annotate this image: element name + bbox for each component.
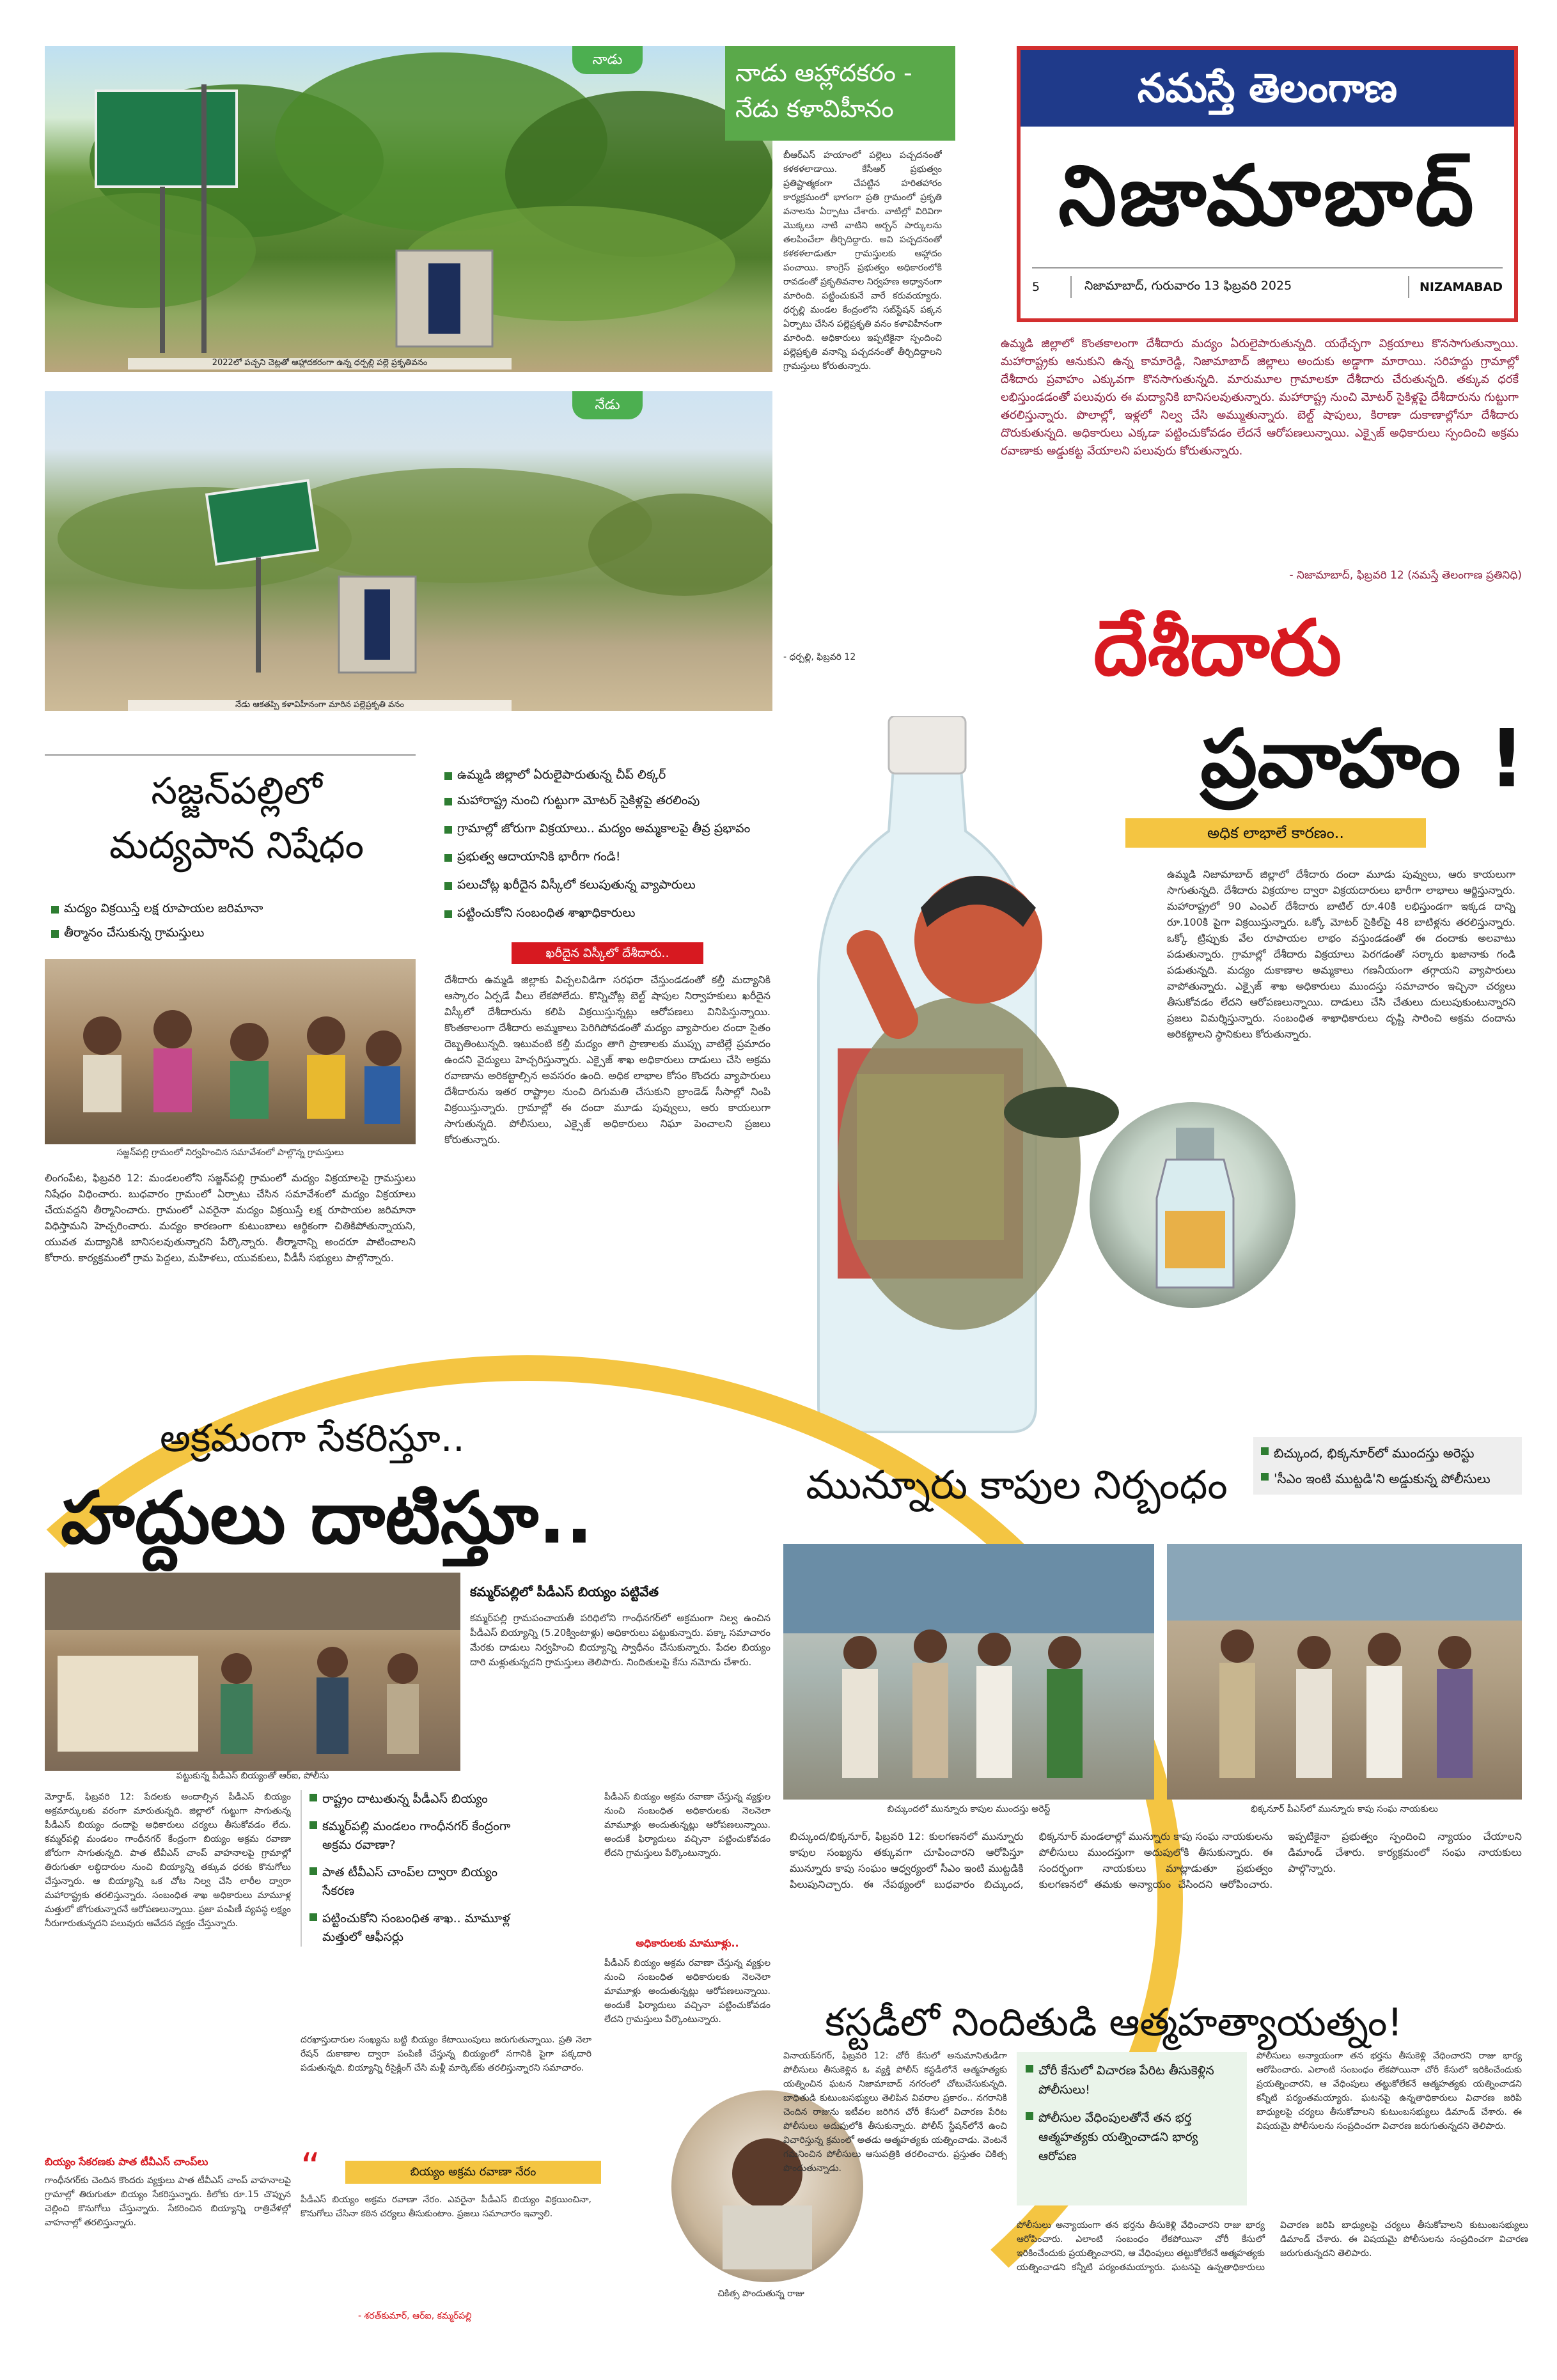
then-now-headline-line1: నాడు ఆహ్లాదకరం - bbox=[735, 59, 912, 87]
custody-bullet: పోలీసుల వేధింపులతోనే తన భర్త ఆత్మహత్యకు యత్నించాడని భార్య ఆరోపణ bbox=[1026, 2108, 1238, 2166]
hadhulu-middle-body: దరఖాస్తుదారుల సంఖ్యను బట్టి బియ్యం కేటాయింపులు జరుగుతున్నాయి. ప్రతి నెలా రేషన్ దుకాణాల ద్వారా పంపిణీ చేస్తున్న బియ్యంలో సగానికి పైగా పక్కదారి పడుతున్నది. బియ్యాన్ని రీసైక్లింగ్ చేసి మళ్లీ మార్కెట్‌కు తరలిస్తున్నారని సమాచారం. bbox=[301, 2035, 591, 2073]
hadhulu-subhead: బియ్యం సేకరణకు పాత టీవీఎస్ చాంప్‌లు bbox=[45, 2156, 208, 2168]
sajjan-bullet: తీర్మానం చేసుకున్న గ్రామస్తులు bbox=[51, 921, 422, 947]
then-photo bbox=[45, 46, 772, 372]
lead-headline-line2: ప్రవాహం ! bbox=[1200, 713, 1525, 805]
then-photo-scene bbox=[45, 46, 772, 372]
hadhulu-bullet: రాష్ట్రం దాటుతున్న పీడీఎస్ బియ్యం bbox=[309, 1790, 512, 1808]
paper-name-band: నమస్తే తెలంగాణ bbox=[1021, 50, 1514, 127]
now-photo-scene bbox=[45, 391, 772, 711]
lead-bullet: గ్రామాల్లో జోరుగా విక్రయాలు.. మద్యం అమ్మకాలపై తీవ్ర ప్రభావం bbox=[444, 816, 777, 844]
then-caption: 2022లో పచ్చని చెట్లతో ఆహ్లాదకరంగా ఉన్న ధర్పల్లి పల్లె ప్రకృతివనం bbox=[128, 358, 512, 369]
hadhulu-bullet: కమ్మర్‌పల్లి మండలం గాంధీనగర్ కేంద్రంగా అక్రమ రవాణా? bbox=[309, 1817, 512, 1855]
lead-bullet: ఉమ్మడి జిల్లాలో ఏరులైపారుతున్న చీప్ లిక్కర్ bbox=[444, 765, 777, 788]
hadhulu-caption: పట్టుకున్న పీడీఎస్ బియ్యంతో ఆర్‌ఐ, పోలీసు bbox=[176, 1771, 329, 1781]
hadhulu-bullet: పాత టీవీఎస్ చాంప్‌ల ద్వారా బియ్యం సేకరణ bbox=[309, 1863, 512, 1901]
sajjan-headline-line2: మద్యపాన నిషేధం bbox=[109, 823, 364, 867]
desi-bottle-photo bbox=[1087, 1100, 1298, 1311]
sajjan-bullet: మద్యం విక్రయిస్తే లక్ష రూపాయల జరిమానా bbox=[51, 898, 422, 921]
hadhulu-subhead2: అధికారులకు మామూళ్లు.. bbox=[636, 1937, 739, 1949]
munnuru-caption-right: భిక్కనూర్ పీఎస్‌లో మున్నూరు కాపు సంఘ నాయకులు bbox=[1251, 1804, 1438, 1814]
lead-kicker: అధిక లాభాలే కారణం.. bbox=[1125, 818, 1426, 848]
sajjan-body: లింగంపేట, ఫిబ్రవరి 12: మండలంలోని సజ్జన్‌పల్లి గ్రామంలో మద్యం విక్రయాలపై గ్రామస్తులు నిషేధం విధించారు. బుధవారం గ్రామంలో ఏర్పాటు చేసిన సమావేశంలో మద్యం విక్రయాలు చేయవద్దని తీర్మానించారు. గ్రామంలో ఎవరైనా మద్యం విక్రయిస్తే లక్ష రూపాయల జరిమానా విధిస్తామని హెచ్చరించారు. మద్యం కారణంగా కుటుంబాలు ఆర్థికంగా చితికిపోతున్నాయని, యువత మద్యానికి బానిసలవుతున్నారని పేర్కొన్నారు. తీర్మానాన్ని అందరూ పాటించాలని కోరారు. కార్యక్రమంలో గ్రామ పెద్దలు, మహిళలు, యువకులు, వీడీసీ సభ్యులు పాల్గొన్నారు. bbox=[45, 1172, 416, 1264]
hadhulu-subhead2-body-cont: పీడీఎస్ బియ్యం అక్రమ రవాణా చేస్తున్న వ్యక్తుల నుంచి సంబంధిత అధికారులకు నెలనెలా మామూళ్లు అందుతున్నట్లు ఆరోపణలున్నాయి. అందుకే ఫిర్యాదులు వచ్చినా పట్టించుకోవడం లేదని గ్రామస్తులు పేర్కొంటున్నారు. bbox=[604, 1958, 771, 2025]
custody-headline: కస్టడీలో నిందితుడి ఆత్మహత్యాయత్నం! bbox=[825, 2000, 1403, 2045]
page-number: 5 bbox=[1032, 280, 1040, 294]
custody-photo-caption: చికిత్స పొందుతున్న రాజు bbox=[717, 2289, 804, 2299]
lead-bullet: పలుచోట్ల ఖరీదైన విస్కీలో కలుపుతున్న వ్యాపారులు bbox=[444, 872, 777, 900]
sajjan-rule bbox=[45, 754, 416, 756]
hadhulu-headline-line1: అక్రమంగా సేకరిస్తూ.. bbox=[160, 1416, 465, 1461]
munnuru-body: బిచ్కుంద/భిక్కనూర్, ఫిబ్రవరి 12: కులగణనలో మున్నూరు కాపుల సంఖ్యను తక్కువగా చూపించారని ఆరోపిస్తూ మున్నూరు కాపు సంఘం ఆధ్వర్యంలో సీఎం ఇంటి ముట్టడికి పిలుపునిచ్చారు. ఈ నేపథ్యంలో బుధవారం బిచ్కుంద, భిక్కనూర్ మండలాల్లో మున్నూరు కాపు సంఘ నాయకులను పోలీసులు ముందస్తుగా అదుపులోకి తీసుకున్నారు. ఈ సందర్భంగా నాయకులు మాట్లాడుతూ ప్రభుత్వం కులగణనలో తమకు అన్యాయం చేసిందని ఆరోపించారు. ఇప్పటికైనా ప్రభుత్వం స్పందించి న్యాయం చేయాలని డిమాండ్ చేశారు. కార్యక్రమంలో సంఘ నాయకులు పాల్గొన్నారు. bbox=[790, 1830, 1522, 1890]
then-now-byline: - ధర్పల్లి, ఫిబ్రవరి 12 bbox=[783, 652, 856, 662]
now-photo bbox=[45, 391, 772, 711]
lead-subhead: ఖరీదైన విస్కీలో దేశీదారు.. bbox=[512, 942, 703, 964]
dateline: నిజామాబాద్, గురువారం 13 ఫిబ్రవరి 2025 bbox=[1084, 278, 1292, 293]
edition-title: నిజామాబాద్ bbox=[1058, 147, 1476, 244]
then-label: నాడు bbox=[572, 46, 643, 74]
lead-bullets bbox=[444, 765, 777, 928]
lead-bullet: మహారాష్ట్ర నుంచి గుట్టుగా మోటర్ సైకిళ్లపై తరలింపు bbox=[444, 788, 777, 816]
munnuru-photo-left bbox=[783, 1544, 1154, 1800]
hadhulu-photo-body: కమ్మర్‌పల్లి గ్రామపంచాయతీ పరిధిలోని గాంధీనగర్‌లో అక్రమంగా నిల్వ ఉంచిన పీడీఎస్ బియ్యాన్ని (5.20క్వింటాళ్లు) అధికారులు పట్టుకున్నారు. పక్కా సమాచారం మేరకు దాడులు నిర్వహించి బియ్యాన్ని స్వాధీనం చేసుకున్నారు. పేదల బియ్యం దారి మళ్లుతున్నదని గ్రామస్తులు తెలిపారు. నిందితులపై కేసు నమోదు చేశారు. bbox=[470, 1612, 771, 1668]
sajjan-photo bbox=[45, 959, 416, 1144]
munnuru-bullet: 'సీఎం ఇంటి ముట్టడి'ని అడ్డుకున్న పోలీసులు bbox=[1261, 1469, 1514, 1488]
custody-body-far-right: పోలీసులు అన్యాయంగా తన భర్తను తీసుకెళ్లి వేధించారని రాజు భార్య ఆరోపించారు. ఎలాంటి సంబంధం లేకపోయినా చోరీ కేసులో ఇరికించేందుకు ప్రయత్నించారని, ఆ వేధింపులు తట్టుకోలేకనే ఆత్మహత్యకు యత్నించాడని కన్నీటి పర్యంతమయ్యారు. ఘటనపై ఉన్నతాధికారులు విచారణ జరిపి బాధ్యులపై చర్యలు తీసుకోవాలని కుటుంబసభ్యులు డిమాండ్ చేశారు. ఈ విషయమై పోలీసులను సంప్రదించగా విచారణ జరుగుతున్నదని తెలిపారు. bbox=[1256, 2051, 1522, 2131]
edition-en: NIZAMABAD bbox=[1419, 280, 1503, 294]
custody-bullet: చోరీ కేసులో విచారణ పేరిట తీసుకెళ్లిన పోలీసులు! bbox=[1026, 2061, 1238, 2099]
hadhulu-subhead2-body: పీడీఎస్ బియ్యం అక్రమ రవాణా చేస్తున్న వ్యక్తుల నుంచి సంబంధిత అధికారులకు నెలనెలా మామూళ్లు అందుతున్నట్లు ఆరోపణలున్నాయి. అందుకే ఫిర్యాదులు వచ్చినా పట్టించుకోవడం లేదని గ్రామస్తులు పేర్కొంటున్నారు. bbox=[604, 1792, 771, 1858]
custody-bullets bbox=[1017, 2052, 1247, 2205]
hadhulu-quote: బియ్యం అక్రమ రవాణా నేరం bbox=[345, 2161, 601, 2184]
hadhulu-photo-scene bbox=[45, 1573, 460, 1771]
sajjan-headline-line1: సజ్జన్‌పల్లిలో bbox=[151, 769, 322, 813]
hadhulu-quote-body: పీడీఎస్ బియ్యం అక్రమ రవాణా నేరం. ఎవరైనా పీడీఎస్ బియ్యం విక్రయించినా, కొనుగోలు చేసినా కఠిన చర్యలు తీసుకుంటాం. ప్రజలు సమాచారం ఇవ్వాలి. bbox=[301, 2195, 591, 2219]
lead-body-right: ఉమ్మడి నిజామాబాద్ జిల్లాలో దేశీదారు దందా మూడు పువ్వులు, ఆరు కాయలుగా సాగుతున్నది. దేశీదారు విక్రయాల ద్వారా విక్రయదారులు భారీగా లాభాలు ఆర్జిస్తున్నారు. మహారాష్ట్రలో 90 ఎంఎల్ దేశీదారు బాటిల్ రూ.40కి లభిస్తుండగా ఇక్కడ దాన్ని రూ.100కి పైగా విక్రయిస్తున్నారు. ఒక్కో మోటర్ సైకిల్‌పై 48 బాటిళ్లను తరలిస్తున్నారు. ఒక్కో ట్రిప్పుకు వేల రూపాయల లాభం వస్తుండడంతో ఈ దందాకు అలవాటు పడుతున్నారు. గ్రామాల్లో దేశీదారు విక్రయాలు పెరగడంతో సర్కారు ఖజానాకు గండి పడుతున్నది. మద్యం దుకాణాల అమ్మకాలు గణనీయంగా తగ్గాయని వ్యాపారులు వాపోతున్నారు. ఎక్సైజ్ శాఖ అధికారులు ముందస్తు సమాచారం ఇచ్చినా చర్యలు తీసుకోవడం లేదని ఆరోపణలున్నాయి. దాడులు చేసి చేతులు దులుపుకుంటున్నారని ప్రజలు విమర్శిస్తున్నారు. సంబంధిత శాఖాధికారులు దృష్టి సారించి అక్రమ దందాను అరికట్టాలని స్థానికులు కోరుతున్నారు. bbox=[1167, 868, 1515, 1040]
lead-bullet: ప్రభుత్వ ఆదాయానికి భారీగా గండి! bbox=[444, 844, 777, 872]
then-now-headline-line2: నేడు కళావిహీనం bbox=[735, 95, 894, 123]
custody-body-left: వినాయక్‌నగర్, ఫిబ్రవరి 12: చోరీ కేసులో అనుమానితుడిగా పోలీసులు తీసుకెళ్లిన ఓ వ్యక్తి పోలీస్ కస్టడీలోనే ఆత్మహత్యకు యత్నించిన ఘటన నిజామాబాద్ నగరంలో చోటుచేసుకున్నది. బాధితుడి కుటుంబసభ్యులు తెలిపిన వివరాల ప్రకారం.. నగరానికి చెందిన రాజును ఇటీవల జరిగిన చోరీ కేసులో విచారణ పేరిట పోలీసులు అదుపులోకి తీసుకున్నారు. పోలీస్ స్టేషన్‌లోనే ఉంచి విచారిస్తున్న క్రమంలో అతడు ఆత్మహత్యకు యత్నించాడు. వెంటనే గమనించిన పోలీసులు ఆసుపత్రికి తరలించారు. ప్రస్తుతం చికిత్స పొందుతున్నాడు. bbox=[783, 2051, 1007, 2174]
hadhulu-bullets bbox=[301, 1790, 512, 1947]
hadhulu-headline-line2: హద్దులు దాటిస్తూ.. bbox=[61, 1477, 593, 1560]
masthead bbox=[1017, 46, 1518, 322]
munnuru-headline: మున్నూరు కాపుల నిర్బంధం bbox=[806, 1461, 1228, 1508]
lead-bullet: పట్టించుకోని సంబంధిత శాఖాధికారులు bbox=[444, 900, 777, 928]
custody-body-right: పోలీసులు అన్యాయంగా తన భర్తను తీసుకెళ్లి వేధించారని రాజు భార్య ఆరోపించారు. ఎలాంటి సంబంధం లేకపోయినా చోరీ కేసులో ఇరికించేందుకు ప్రయత్నించారని, ఆ వేధింపులు తట్టుకోలేకనే ఆత్మహత్యకు యత్నించాడని కన్నీటి పర్యంతమయ్యారు. ఘటనపై ఉన్నతాధికారులు విచారణ జరిపి బాధ్యులపై చర్యలు తీసుకోవాలని కుటుంబసభ్యులు డిమాండ్ చేశారు. ఈ విషయమై పోలీసులను సంప్రదించగా విచారణ జరుగుతున్నదని తెలిపారు. bbox=[1017, 2220, 1528, 2273]
now-label: నేడు bbox=[572, 391, 643, 419]
masthead-infobar bbox=[1032, 267, 1503, 306]
munnuru-bullets bbox=[1253, 1437, 1522, 1495]
district-intro-byline: - నిజామాబాద్, ఫిబ్రవరి 12 (నమస్తే తెలంగాణ ప్రతినిధి) bbox=[1289, 569, 1522, 582]
hadhulu-photo-title: కమ్మర్‌పల్లిలో పీడీఎస్ బియ్యం పట్టివేత bbox=[470, 1584, 659, 1599]
munnuru-left-scene bbox=[783, 1544, 1154, 1800]
sajjan-photo-scene bbox=[45, 959, 416, 1144]
bottle-photo-icon bbox=[1090, 1102, 1298, 1311]
lead-body-left: దేశీదారు ఉమ్మడి జిల్లాకు విచ్చలవిడిగా సరఫరా చేస్తుండడంతో కల్తీ మద్యానికి ఆస్కారం ఏర్పడే వీలు లేకపోలేదు. కొన్నిచోట్ల బెల్ట్ షాపుల నిర్వాహకులు ఖరీదైన విస్కీలో దేశీదారును కలిపి విక్రయిస్తున్నట్లు ఆరోపణలు వినిపిస్తున్నాయి. కొంతకాలంగా దేశీదారు అమ్మకాలు పెరిగిపోవడంతో మద్యం వ్యాపారుల దందా సైతం దెబ్బతింటున్నది. ఇటువంటి కల్తీ మద్యం తాగి ప్రాణాలకు ముప్పు వాటిల్లే ప్రమాదం ఉందని వైద్యులు హెచ్చరిస్తున్నారు. ఎక్సైజ్ శాఖ అధికారులు దాడులు చేసి అక్రమ రవాణాను అరికట్టాల్సిన అవసరం ఉంది. అధిక లాభాల కోసం కొందరు వ్యాపారులు దేశీదారును ఇతర రాష్ట్రాల నుంచి దిగుమతి చేసుకుని బ్రాండెడ్ సీసాల్లో నింపి విక్రయిస్తున్నారు. గ్రామాల్లో ఈ దందా మూడు పువ్వులు, ఆరు కాయలుగా సాగుతున్నది. పోలీసులు, ఎక్సైజ్ అధికారులు నిఘా పెంచాలని ప్రజలు కోరుతున్నారు. bbox=[444, 974, 771, 1146]
sajjan-bullets bbox=[51, 898, 422, 947]
munnuru-bullet: బిచ్కుంద, భిక్కనూర్‌లో ముందస్తు అరెస్టు bbox=[1261, 1443, 1514, 1463]
sajjan-caption: సజ్జన్‌పల్లి గ్రామంలో నిర్వహించిన సమావేశంలో పాల్గొన్న గ్రామస్తులు bbox=[116, 1147, 344, 1158]
munnuru-photo-right bbox=[1167, 1544, 1522, 1800]
hadhulu-subhead-body: గాంధీనగర్‌కు చెందిన కొందరు వ్యక్తులు పాత టీవీఎస్ చాంప్ వాహనాలపై గ్రామాల్లో తిరుగుతూ బియ్యం సేకరిస్తున్నారు. కిలోకు రూ.15 చొప్పున చెల్లించి కొనుగోలు చేస్తున్నారు. సేకరించిన బియ్యాన్ని రాత్రివేళల్లో వాహనాల్లో తరలిస్తున్నారు. bbox=[45, 2175, 291, 2228]
hadhulu-bullet: పట్టించుకోని సంబంధిత శాఖ.. మామూళ్ల మత్తులో ఆఫీసర్లు bbox=[309, 1909, 512, 1947]
hadhulu-photo bbox=[45, 1573, 460, 1771]
then-now-headline-box bbox=[725, 46, 955, 141]
hadhulu-quote-mark: “ bbox=[301, 2145, 321, 2189]
now-caption: నేడు ఆకతప్పి కళావిహీనంగా మారిన పల్లెప్రకృతి వనం bbox=[128, 700, 512, 712]
munnuru-caption-left: బిచ్కుందలో మున్నూరు కాపుల ముందస్తు అరెస్ట్ bbox=[887, 1804, 1051, 1814]
hadhulu-body: మోర్తాడ్, ఫిబ్రవరి 12: పేదలకు అందాల్సిన పీడీఎస్ బియ్యం అక్రమార్కులకు వరంగా మారుతున్నది. జిల్లాలో గుట్టుగా సాగుతున్న పీడీఎస్ బియ్యం దందాపై అధికారులు చర్యలు తీసుకోవడం లేదు. కమ్మర్‌పల్లి మండలం గాంధీనగర్ కేంద్రంగా బియ్యం అక్రమ రవాణా జోరుగా సాగుతున్నది. పాత టీవీఎస్ చాంప్ వాహనాలపై గ్రామాల్లో తిరుగుతూ లబ్ధిదారుల నుంచి బియ్యాన్ని తక్కువ ధరకు కొనుగోలు చేస్తున్నారు. ఆ బియ్యాన్ని ఒక చోట నిల్వ చేసి లారీల ద్వారా మహారాష్ట్రకు తరలిస్తున్నారు. సంబంధిత శాఖ అధికారులు మామూళ్ల మత్తులో జోగుతున్నారనే ఆరోపణలున్నాయి. ప్రజా పంపిణీ వ్యవస్థ లక్ష్యం నీరుగారుతున్నదని పలువురు ఆవేదన వ్యక్తం చేస్తున్నారు. bbox=[45, 1792, 291, 1929]
munnuru-right-scene bbox=[1167, 1544, 1522, 1800]
hadhulu-quote-byline: - శరత్‌కుమార్, ఆర్‌ఐ, కమ్మర్‌పల్లి bbox=[358, 2311, 472, 2321]
then-now-body: బీఆర్‌ఎస్ హయాంలో పల్లెలు పచ్చదనంతో కళకళలాడాయి. కేసీఆర్ ప్రభుత్వం ప్రతిష్టాత్మకంగా చేపట్టిన హరితహారం కార్యక్రమంలో భాగంగా ప్రతి గ్రామంలో ప్రకృతి వనాలను ఏర్పాటు చేశారు. వాటిల్లో విరివిగా మొక్కలు నాటి వాటిని అర్బన్ పార్కులను తలపించేలా తీర్చిదిద్దారు. అవి పచ్చదనంతో కళకళలాడుతూ గ్రామస్తులకు ఆహ్లాదం పంచాయి. కాంగ్రెస్ ప్రభుత్వం అధికారంలోకి రావడంతో ప్రకృతివనాల నిర్వహణ అధ్వానంగా మారింది. పట్టించుకునే వారే కరువయ్యారు. ధర్పల్లి మండల కేంద్రంలోని సబ్‌స్టేషన్ పక్కన ఏర్పాటు చేసిన పల్లెప్రకృతి వనం కళావిహీనంగా మారింది. అధికారులు ఇప్పటికైనా స్పందించి పల్లెప్రకృతి వనాన్ని పచ్చదనంతో తీర్చిదిద్దాలని గ్రామస్తులు కోరుతున్నారు. bbox=[783, 150, 942, 371]
district-intro-body: ఉమ్మడి జిల్లాలో కొంతకాలంగా దేశీదారు మద్యం ఏరులైపారుతున్నది. యథేచ్ఛగా విక్రయాలు కొనసాగుతున్నాయి. మహారాష్ట్రకు ఆనుకుని ఉన్న కామారెడ్డి, నిజామాబాద్ జిల్లాలు అందుకు అడ్డాగా మారాయి. సరిహద్దు గ్రామాల్లో దేశీదారు ప్రవాహం ఎక్కువగా కొనసాగుతున్నది. మారుమూల గ్రామాలకూ దేశీదారు చేరుతున్నది. తక్కువ ధరకే లభిస్తుండడంతో పలువురు ఈ మద్యానికి బానిసలవుతున్నారు. మహారాష్ట్ర నుంచి మోటర్ సైకిళ్లపై దేశీదారును గుట్టుగా తరలిస్తున్నారు. పొలాల్లో, ఇళ్లలో నిల్వ చేసి అమ్ముతున్నారు. బెల్ట్ షాపులు, కిరాణా దుకాణాల్లోనూ దేశీదారు దొరుకుతున్నది. అధికారులు ఎక్కడా పట్టించుకోవడం లేదనే ఆరోపణలున్నాయి. ఎక్సైజ్ అధికారులు స్పందించి అక్రమ రవాణాకు అడ్డుకట్ట వేయాలని పలువురు కోరుతున్నారు. bbox=[1001, 337, 1519, 458]
lead-headline-line1: దేశీదారు bbox=[1093, 604, 1342, 693]
